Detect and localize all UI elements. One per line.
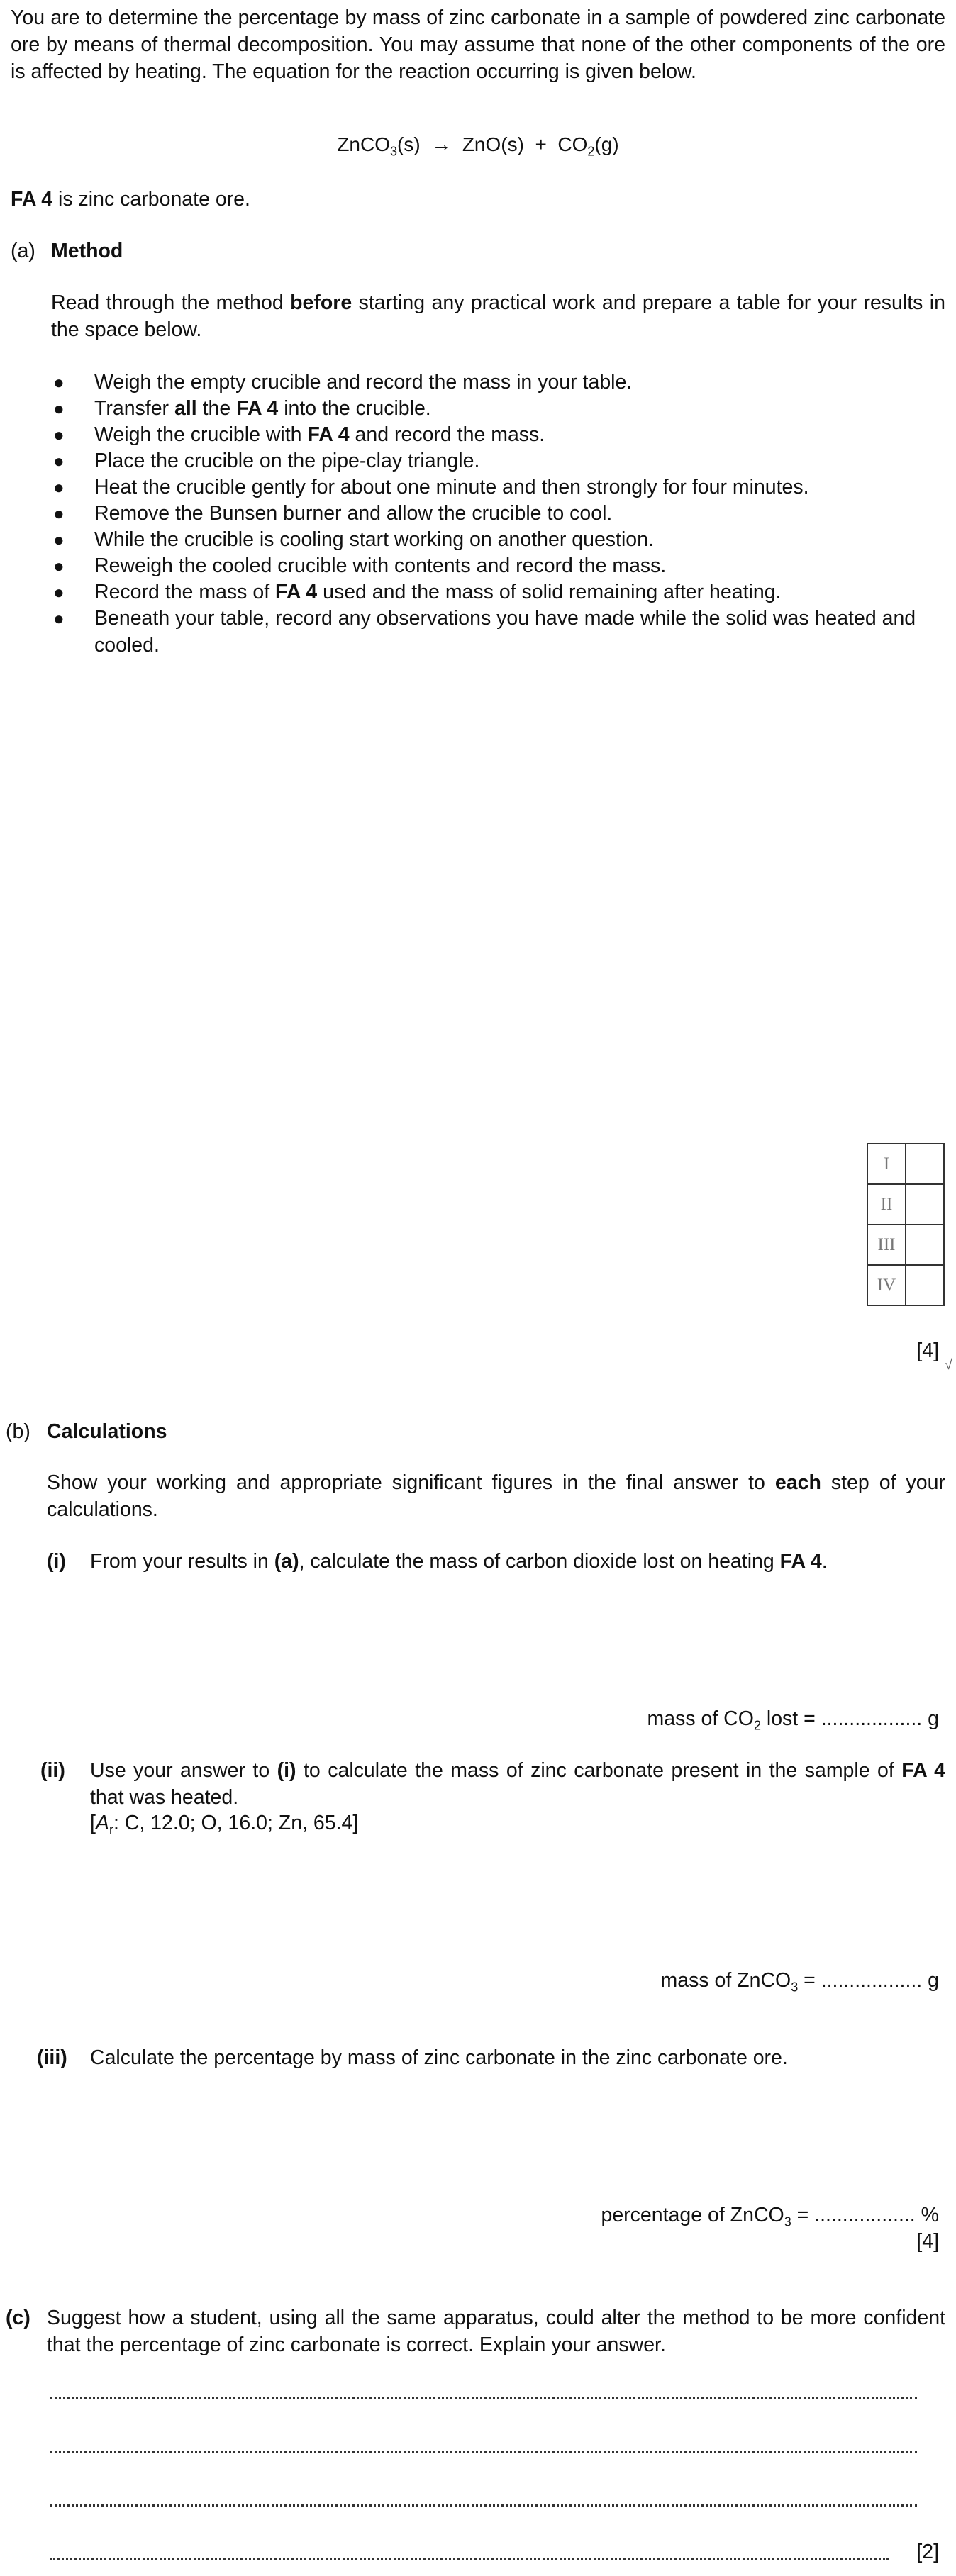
part-a-title: Method — [51, 240, 123, 262]
part-b-iii-label: (iii) — [37, 2046, 67, 2069]
table-row: IV — [867, 1265, 944, 1305]
mark-cell — [906, 1225, 944, 1265]
reactant-formula: ZnCO — [337, 133, 391, 155]
mark-cell — [906, 1265, 944, 1305]
part-b-title: Calculations — [47, 1420, 167, 1443]
co2-mass-answer-line[interactable]: mass of $CO_2$ lost = .................. g — [647, 1707, 939, 1733]
part-c-marks: [2] — [916, 2541, 939, 2563]
table-row: I — [867, 1144, 944, 1184]
mark-cell — [906, 1184, 944, 1225]
tick-icon: √ — [945, 1357, 952, 1373]
relative-atomic-masses: [$A_r$: C, 12.0; O, 16.0; Zn, 65.4] — [90, 1812, 359, 1837]
mark-cell — [906, 1144, 944, 1184]
part-b-i-label: (i) — [47, 1550, 66, 1573]
part-a-marks: [4] — [916, 1339, 939, 1362]
part-c-label: (c) — [6, 2307, 30, 2329]
part-b-label: (b) — [6, 1420, 30, 1443]
table-row: III — [867, 1225, 944, 1265]
part-a-label: (a) — [11, 240, 35, 262]
table-row: II — [867, 1184, 944, 1225]
reaction-arrow: → — [431, 133, 452, 155]
answer-line[interactable] — [50, 2397, 917, 2399]
percentage-answer-line[interactable]: percentage of ZnCO$_3$ = .................. % — [601, 2204, 939, 2229]
part-b-ii-question: Use your answer to (i) to calculate the mass of zinc carbonate present in the sample of FA 4 that was heated. — [90, 1759, 945, 1809]
answer-line[interactable] — [50, 2451, 917, 2453]
product-co2: CO — [557, 133, 588, 155]
answer-line[interactable] — [50, 2558, 889, 2560]
intro-paragraph: You are to determine the percentage by mass of zinc carbonate in a sample of powdered zinc carbonate ore by means of thermal decomposition. You may assume that none of the other components of the ore is affected by heating. The equation for the reaction occurring is given below. — [11, 6, 945, 83]
part-b-instruction: Show your working and appropriate significant figures in the final answer to each step of your calculations. — [47, 1471, 945, 1521]
part-c-question: Suggest how a student, using all the same apparatus, could alter the method to be more confident that the percentage of zinc carbonate is correct. Explain your answer. — [47, 2307, 945, 2356]
part-b-iii-question: Calculate the percentage by mass of zinc carbonate in the zinc carbonate ore. — [90, 2046, 788, 2069]
answer-line[interactable] — [50, 2504, 917, 2507]
part-b-ii-label: (ii) — [40, 1759, 65, 1782]
reaction-equation: ZnCO$_3$(s) → $ZnO(s) + CO_2(g)$ — [337, 133, 619, 159]
znco3-mass-answer-line[interactable]: mass of ZnCO$_3$ = .................. g — [660, 1969, 939, 1995]
product-zno: ZnO(s) — [462, 133, 524, 155]
marks-table — [867, 1143, 945, 1306]
fa4-statement: FA 4 is zinc carbonate ore. — [11, 188, 250, 211]
part-a-instruction: Read through the method before starting any practical work and prepare a table for your results in the space below. — [51, 291, 945, 341]
part-b-marks: [4] — [916, 2230, 939, 2253]
part-b-i-question: From your results in (a), calculate the mass of carbon dioxide lost on heating FA 4. — [90, 1550, 828, 1573]
